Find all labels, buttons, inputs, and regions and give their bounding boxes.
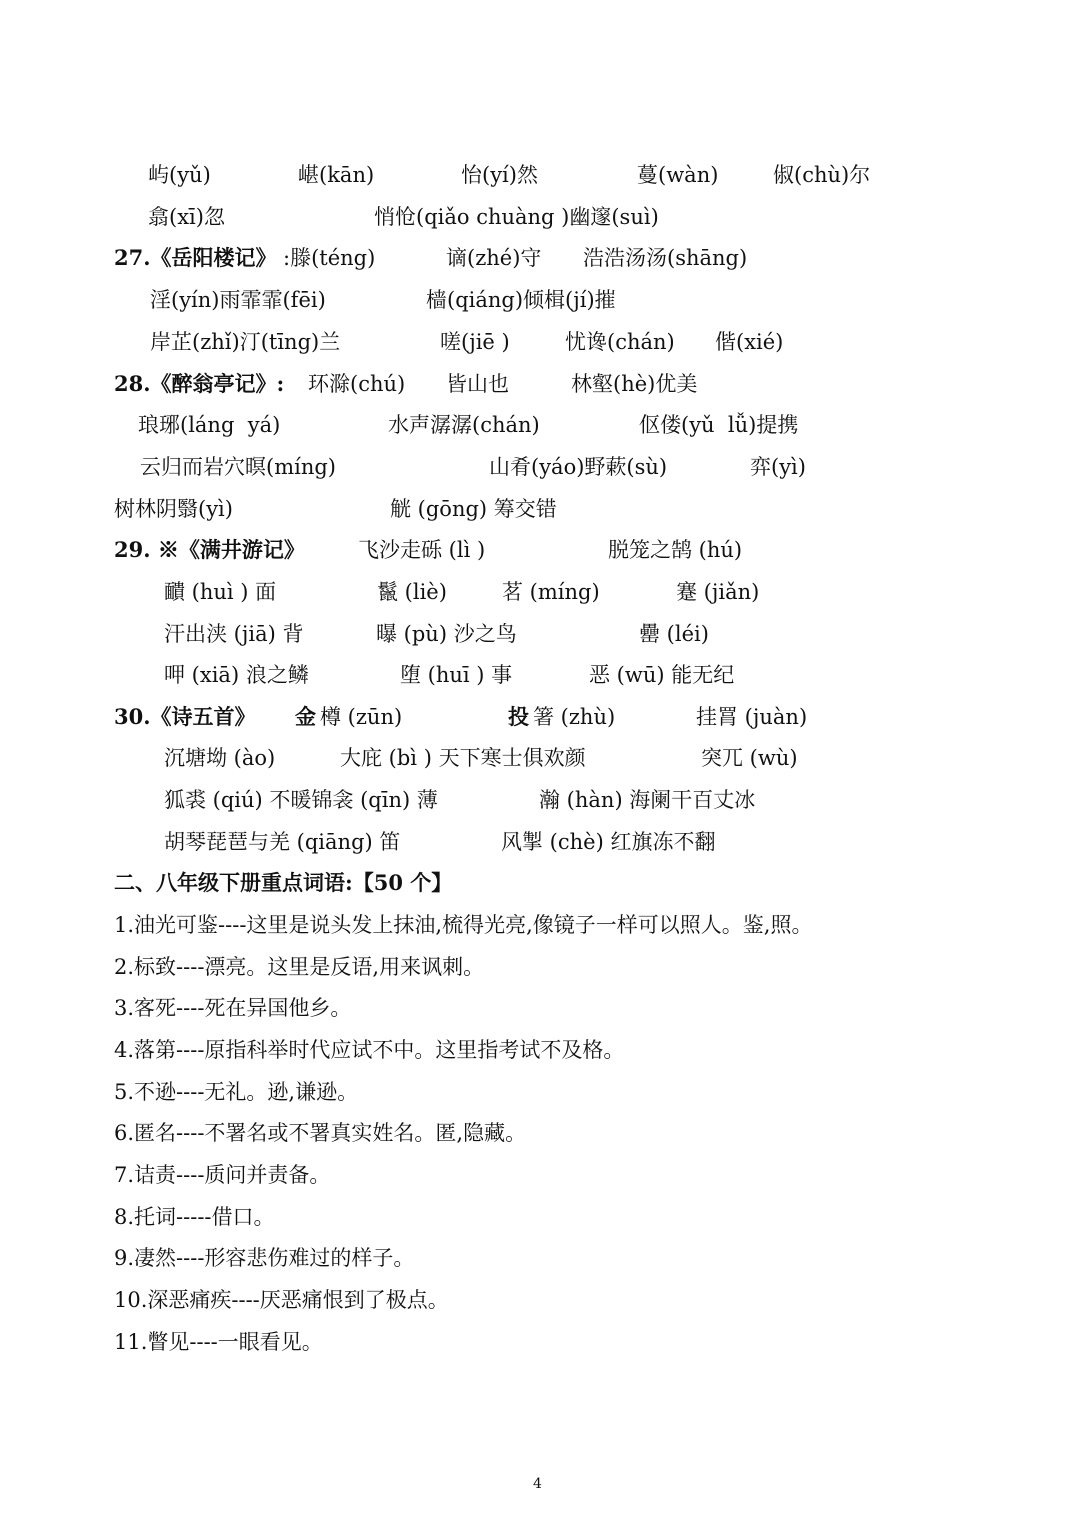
text-segment: 7.诘责----质问并责备。: [114, 1163, 331, 1187]
text-segment: 翕(xī)忽: [148, 205, 225, 229]
text-segment: 箸 (zhù): [533, 705, 616, 729]
text-segment: 脱笼之鹄 (hú): [608, 538, 743, 562]
page-number: 4: [533, 1476, 542, 1492]
text-segment: 山肴(yáo)野蔌(sù): [489, 455, 668, 479]
section-heading: 二、八年级下册重点词语:【50 个】: [114, 870, 453, 895]
text-segment: 呷 (xiā) 浪之鳞: [164, 663, 309, 687]
text-segment: 飞沙走砾 (lì ): [358, 538, 486, 562]
text-segment: 堕 (huī ) 事: [400, 663, 513, 687]
text-segment: 偕(xié): [715, 330, 784, 354]
text-segment: 9.凄然----形容悲伤难过的样子。: [114, 1246, 415, 1270]
text-segment: 汗出浃 (jiā) 背: [164, 622, 304, 646]
text-segment: 茗 (míng): [502, 580, 600, 604]
text-segment: 大庇 (bì ) 天下寒士俱欢颜: [340, 746, 586, 770]
text-segment: 嵁(kān): [298, 163, 375, 187]
text-segment: 2.标致----漂亮。这里是反语,用来讽刺。: [114, 955, 485, 979]
text-segment: 鬣 (liè): [377, 580, 447, 604]
text-segment: 怡(yí)然: [461, 163, 538, 187]
text-segment: 瀚 (hàn) 海阑干百丈冰: [539, 788, 756, 812]
text-segment: 5.不逊----无礼。逊,谦逊。: [114, 1080, 359, 1104]
text-segment: 3.客死----死在异国他乡。: [114, 996, 352, 1020]
text-segment: 10.深恶痛疾----厌恶痛恨到了极点。: [114, 1288, 449, 1312]
section-heading: 29. ※《满井游记》: [114, 537, 305, 562]
text-segment: 俶(chù)尔: [773, 163, 871, 187]
text-segment: 樽 (zūn): [320, 705, 403, 729]
text-segment: 沉塘坳 (ào): [164, 746, 276, 770]
text-segment: 忧谗(chán): [565, 330, 675, 354]
text-segment: 蔓(wàn): [637, 163, 719, 187]
text-segment: 樯(qiáng)倾楫(jí)摧: [426, 288, 616, 312]
text-segment: 挂罥 (juàn): [696, 705, 808, 729]
text-segment: 环滁(chú): [308, 372, 406, 396]
text-segment: 曝 (pù) 沙之鸟: [376, 622, 517, 646]
text-segment: 水声潺潺(chán): [388, 413, 540, 437]
text-segment: 弈(yì): [750, 455, 806, 479]
text-segment: 伛偻(yǔ lǚ)提携: [639, 413, 799, 437]
text-segment: 金: [295, 704, 316, 729]
text-segment: 风掣 (chè) 红旗冻不翻: [501, 830, 716, 854]
section-heading: 28.《醉翁亭记》:: [114, 371, 285, 396]
text-segment: 罍 (léi): [639, 622, 709, 646]
text-segment: 蹇 (jiǎn): [676, 580, 760, 604]
text-segment: 林壑(hè)优美: [571, 372, 698, 396]
text-segment: 云归而岩穴暝(míng): [140, 455, 336, 479]
section-heading: 27.《岳阳楼记》: [114, 245, 277, 270]
text-segment: 恶 (wū) 能无纪: [589, 663, 735, 687]
text-segment: 淫(yín)雨霏霏(fēi): [150, 288, 326, 312]
text-segment: 觥 (gōng) 筹交错: [390, 497, 557, 521]
text-segment: 4.落第----原指科举时代应试不中。这里指考试不及格。: [114, 1038, 625, 1062]
text-segment: 浩浩汤汤(shāng): [583, 246, 748, 270]
section-heading: 30.《诗五首》: [114, 704, 256, 729]
text-segment: 6.匿名----不署名或不署真实姓名。匿,隐藏。: [114, 1121, 527, 1145]
text-segment: 屿(yǔ): [148, 163, 211, 187]
text-segment: 1.油光可鉴----这里是说头发上抹油,梳得光亮,像镜子一样可以照人。鉴,照。: [114, 913, 813, 937]
text-segment: 靧 (huì ) 面: [164, 580, 277, 604]
text-segment: 琅琊(láng yá): [138, 413, 281, 437]
text-segment: 悄怆(qiǎo chuàng )幽邃(suì): [374, 205, 659, 229]
text-segment: 狐裘 (qiú) 不暖锦衾 (qīn) 薄: [164, 788, 438, 812]
text-segment: 皆山也: [446, 372, 509, 396]
text-segment: 谪(zhé)守: [446, 246, 542, 270]
text-segment: 嗟(jiē ): [440, 330, 510, 354]
text-segment: 突兀 (wù): [701, 746, 798, 770]
text-segment: 树林阴翳(yì): [114, 497, 233, 521]
text-segment: 8.托词-----借口。: [114, 1205, 275, 1229]
text-segment: 胡琴琵琶与羌 (qiāng) 笛: [164, 830, 401, 854]
text-segment: :滕(téng): [283, 246, 376, 270]
text-segment: 岸芷(zhǐ)汀(tīng)兰: [150, 330, 341, 354]
text-segment: 投: [508, 704, 529, 729]
text-segment: 11.瞥见----一眼看见。: [114, 1330, 323, 1354]
